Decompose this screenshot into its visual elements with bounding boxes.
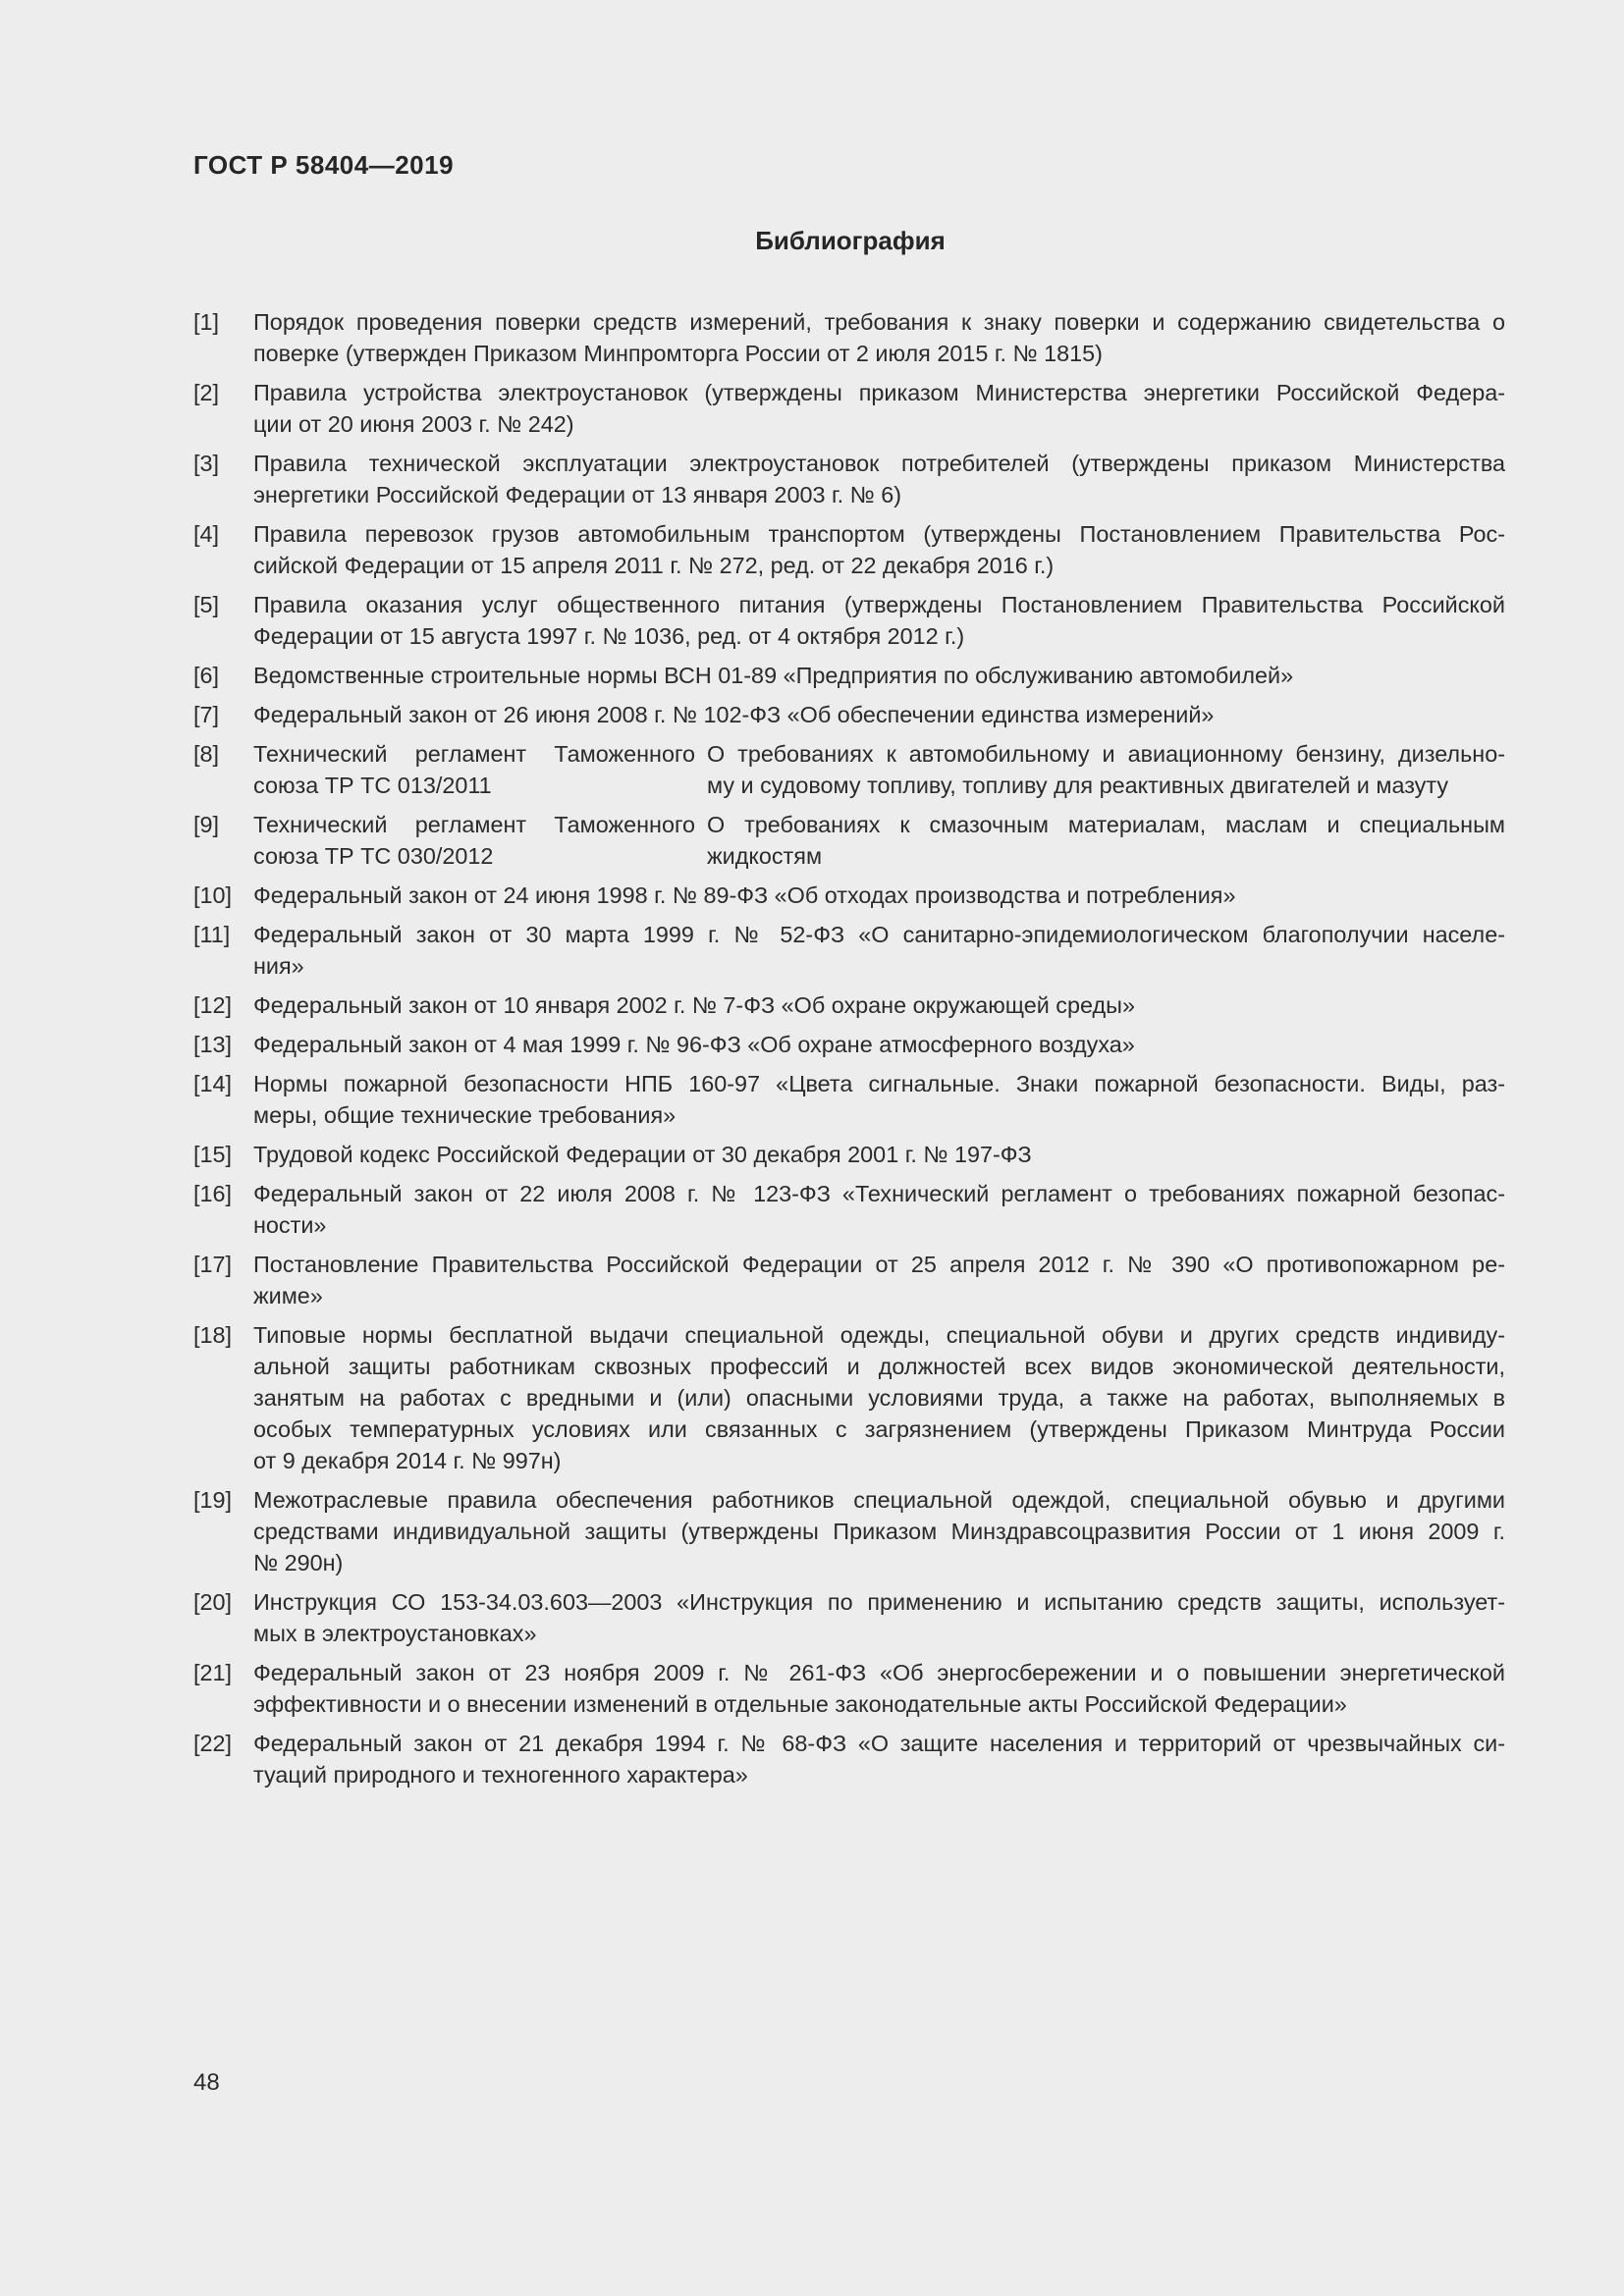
entry-number: [11] bbox=[193, 922, 231, 947]
entry-text-line: Постановление Правительства Российской Федерации от 25 апреля 2012 г. № 390 «О противопожарном ре- bbox=[253, 1252, 1505, 1277]
entry-title bbox=[707, 738, 1505, 801]
entry-number: [17] bbox=[193, 1252, 233, 1277]
entry-text bbox=[253, 919, 1505, 982]
bibliography-entry bbox=[193, 1657, 1505, 1720]
entry-text bbox=[253, 589, 1505, 652]
entry-text-line: туаций природного и техногенного характера» bbox=[253, 1762, 748, 1788]
entry-text bbox=[253, 1728, 1505, 1790]
entry-text-line: О требованиях к смазочным материалам, маслам и специальным bbox=[707, 812, 1505, 837]
bibliography-entry bbox=[193, 518, 1505, 581]
page-number: 48 bbox=[193, 2069, 220, 2096]
entry-number: [18] bbox=[193, 1322, 233, 1348]
page-title: Библиография bbox=[755, 226, 946, 255]
entry-number: [2] bbox=[193, 380, 220, 405]
bibliography-entry bbox=[193, 306, 1505, 369]
entry-text-line: средствами индивидуальной защиты (утверждены Приказом Минздравсоцразвития России от 1 июня 2009 г. bbox=[253, 1519, 1505, 1544]
entry-text bbox=[253, 880, 1505, 911]
bibliography-entry bbox=[193, 448, 1505, 510]
entry-number: [9] bbox=[193, 812, 220, 837]
entry-text-line: занятым на работах с вредными и (или) опасными условиями труда, а также на работах, выполняемых в bbox=[253, 1385, 1505, 1411]
entry-text-line: от 9 декабря 2014 г. № 997н) bbox=[253, 1448, 562, 1473]
entry-text-line: Федеральный закон от 26 июня 2008 г. № 102-ФЗ «Об обеспечении единства измерений» bbox=[253, 702, 1215, 727]
entry-number: [8] bbox=[193, 741, 220, 767]
entry-text-line: Федеральный закон от 21 декабря 1994 г. № 68-ФЗ «О защите населения и территорий от чрезвычайных си- bbox=[253, 1731, 1505, 1756]
entry-text bbox=[253, 1068, 1505, 1131]
bibliography-entry bbox=[193, 377, 1505, 440]
entry-text-line: № 290н) bbox=[253, 1550, 344, 1575]
entry-text-line: особых температурных условиях или связанных с загрязнением (утверждены Приказом Минтруда России bbox=[253, 1416, 1505, 1442]
entry-text bbox=[253, 518, 1505, 581]
entry-number: [19] bbox=[193, 1487, 233, 1513]
entry-text-line: Федеральный закон от 23 ноября 2009 г. № 261-ФЗ «Об энергосбережении и о повышении энергетической bbox=[253, 1660, 1505, 1685]
document-code: ГОСТ Р 58404—2019 bbox=[193, 150, 455, 180]
entry-text bbox=[253, 1178, 1505, 1241]
entry-text bbox=[253, 699, 1505, 730]
entry-number: [20] bbox=[193, 1589, 233, 1615]
entry-two-column bbox=[253, 809, 1505, 872]
bibliography-entry bbox=[193, 1728, 1505, 1790]
bibliography-entry bbox=[193, 1178, 1505, 1241]
bibliography-entry bbox=[193, 880, 1505, 911]
entry-text-line: Федеральный закон от 30 марта 1999 г. № 52-ФЗ «О санитарно-эпидемиологическом благополучии населе- bbox=[253, 922, 1505, 947]
entry-text-line: альной защиты работникам сквозных профессий и должностей всех видов экономической деятельности, bbox=[253, 1354, 1505, 1379]
entry-number: [22] bbox=[193, 1731, 233, 1756]
entry-text-line: Федеральный закон от 24 июня 1998 г. № 89-ФЗ «Об отходах производства и потребления» bbox=[253, 882, 1236, 908]
entry-text-line: О требованиях к автомобильному и авиационному бензину, дизельно- bbox=[707, 741, 1505, 767]
entry-number: [1] bbox=[193, 309, 220, 335]
bibliography-list bbox=[193, 306, 1505, 1798]
entry-number: [16] bbox=[193, 1181, 233, 1206]
entry-text-line: Правила устройства электроустановок (утверждены приказом Министерства энергетики Российской Федера- bbox=[253, 380, 1505, 405]
entry-text-line: эффективности и о внесении изменений в отдельные законодательные акты Российской Федерации» bbox=[253, 1691, 1347, 1717]
bibliography-entry bbox=[193, 699, 1505, 730]
bibliography-entry bbox=[193, 1068, 1505, 1131]
entry-text-line: Правила технической эксплуатации электроустановок потребителей (утверждены приказом Министерства bbox=[253, 451, 1505, 476]
entry-number: [6] bbox=[193, 663, 220, 688]
entry-text bbox=[253, 306, 1505, 369]
entry-number: [12] bbox=[193, 992, 233, 1018]
entry-number: [10] bbox=[193, 882, 233, 908]
entry-text-line: Федерации от 15 августа 1997 г. № 1036, ред. от 4 октября 2012 г.) bbox=[253, 623, 965, 649]
bibliography-entry bbox=[193, 809, 1505, 872]
entry-text-line: Технический регламент Таможенного bbox=[253, 812, 695, 837]
entry-text-line: Нормы пожарной безопасности НПБ 160-97 «Цвета сигнальные. Знаки пожарной безопасности. Виды, раз- bbox=[253, 1071, 1505, 1096]
entry-text-line: ния» bbox=[253, 953, 304, 979]
bibliography-entry bbox=[193, 1586, 1505, 1649]
bibliography-entry bbox=[193, 989, 1505, 1021]
entry-text-line: жиме» bbox=[253, 1283, 323, 1308]
entry-text bbox=[253, 1029, 1505, 1060]
entry-designation bbox=[253, 809, 707, 872]
entry-text-line: Трудовой кодекс Российской Федерации от 30 декабря 2001 г. № 197-ФЗ bbox=[253, 1142, 1032, 1167]
bibliography-entry bbox=[193, 660, 1505, 691]
entry-text bbox=[253, 1139, 1505, 1170]
entry-text-line: ности» bbox=[253, 1212, 327, 1238]
entry-text-line: Федеральный закон от 4 мая 1999 г. № 96-ФЗ «Об охране атмосферного воздуха» bbox=[253, 1032, 1135, 1057]
entry-number: [3] bbox=[193, 451, 220, 476]
entry-two-column bbox=[253, 738, 1505, 801]
entry-text-line: поверке (утвержден Приказом Минпромторга России от 2 июля 2015 г. № 1815) bbox=[253, 341, 1103, 366]
entry-text bbox=[253, 1657, 1505, 1720]
entry-text-line: Федеральный закон от 10 января 2002 г. № 7-ФЗ «Об охране окружающей среды» bbox=[253, 992, 1135, 1018]
entry-text-line: му и судовому топливу, топливу для реактивных двигателей и мазуту bbox=[707, 773, 1449, 798]
entry-text-line: сийской Федерации от 15 апреля 2011 г. № 272, ред. от 22 декабря 2016 г.) bbox=[253, 553, 1055, 578]
bibliography-entry bbox=[193, 1029, 1505, 1060]
entry-number: [5] bbox=[193, 592, 220, 617]
bibliography-entry bbox=[193, 919, 1505, 982]
entry-text bbox=[253, 1586, 1505, 1649]
entry-text-line: Типовые нормы бесплатной выдачи специальной одежды, специальной обуви и других средств индивиду- bbox=[253, 1322, 1505, 1348]
entry-number: [15] bbox=[193, 1142, 233, 1167]
entry-text-line: Порядок проведения поверки средств измерений, требования к знаку поверки и содержанию свидетельства о bbox=[253, 309, 1505, 335]
entry-text-line: мых в электроустановках» bbox=[253, 1621, 537, 1646]
entry-designation bbox=[253, 738, 707, 801]
entry-text-line: Ведомственные строительные нормы ВСН 01-89 «Предприятия по обслуживанию автомобилей» bbox=[253, 663, 1294, 688]
entry-text bbox=[253, 1249, 1505, 1311]
entry-text-line: Межотраслевые правила обеспечения работников специальной одеждой, специальной обувью и другими bbox=[253, 1487, 1505, 1513]
bibliography-entry bbox=[193, 1249, 1505, 1311]
entry-text-line: энергетики Российской Федерации от 13 января 2003 г. № 6) bbox=[253, 482, 902, 507]
entry-text-line: жидкостям bbox=[707, 843, 823, 869]
entry-text bbox=[253, 1484, 1505, 1578]
entry-number: [4] bbox=[193, 521, 220, 547]
bibliography-entry bbox=[193, 738, 1505, 801]
bibliography-entry bbox=[193, 589, 1505, 652]
entry-number: [14] bbox=[193, 1071, 233, 1096]
bibliography-entry bbox=[193, 1484, 1505, 1578]
entry-text bbox=[253, 1319, 1505, 1476]
entry-text-line: Федеральный закон от 22 июля 2008 г. № 123-ФЗ «Технический регламент о требованиях пожарной безопас- bbox=[253, 1181, 1505, 1206]
entry-title bbox=[707, 809, 1505, 872]
entry-text-line: Инструкция СО 153-34.03.603—2003 «Инструкция по применению и испытанию средств защиты, использует- bbox=[253, 1589, 1505, 1615]
entry-text-line: союза ТР ТС 030/2012 bbox=[253, 843, 494, 869]
entry-text bbox=[253, 377, 1505, 440]
entry-number: [7] bbox=[193, 702, 220, 727]
entry-text-line: Технический регламент Таможенного bbox=[253, 741, 695, 767]
bibliography-entry bbox=[193, 1319, 1505, 1476]
entry-text bbox=[253, 660, 1505, 691]
bibliography-entry bbox=[193, 1139, 1505, 1170]
entry-number: [21] bbox=[193, 1660, 233, 1685]
entry-text-line: Правила перевозок грузов автомобильным транспортом (утверждены Постановлением Правительства Рос- bbox=[253, 521, 1505, 547]
entry-text-line: меры, общие технические требования» bbox=[253, 1102, 677, 1128]
entry-number: [13] bbox=[193, 1032, 233, 1057]
entry-text bbox=[253, 989, 1505, 1021]
entry-text bbox=[253, 448, 1505, 510]
entry-text-line: Правила оказания услуг общественного питания (утверждены Постановлением Правительства Российской bbox=[253, 592, 1505, 617]
entry-text-line: ции от 20 июня 2003 г. № 242) bbox=[253, 411, 574, 437]
entry-text-line: союза ТР ТС 013/2011 bbox=[253, 773, 492, 798]
